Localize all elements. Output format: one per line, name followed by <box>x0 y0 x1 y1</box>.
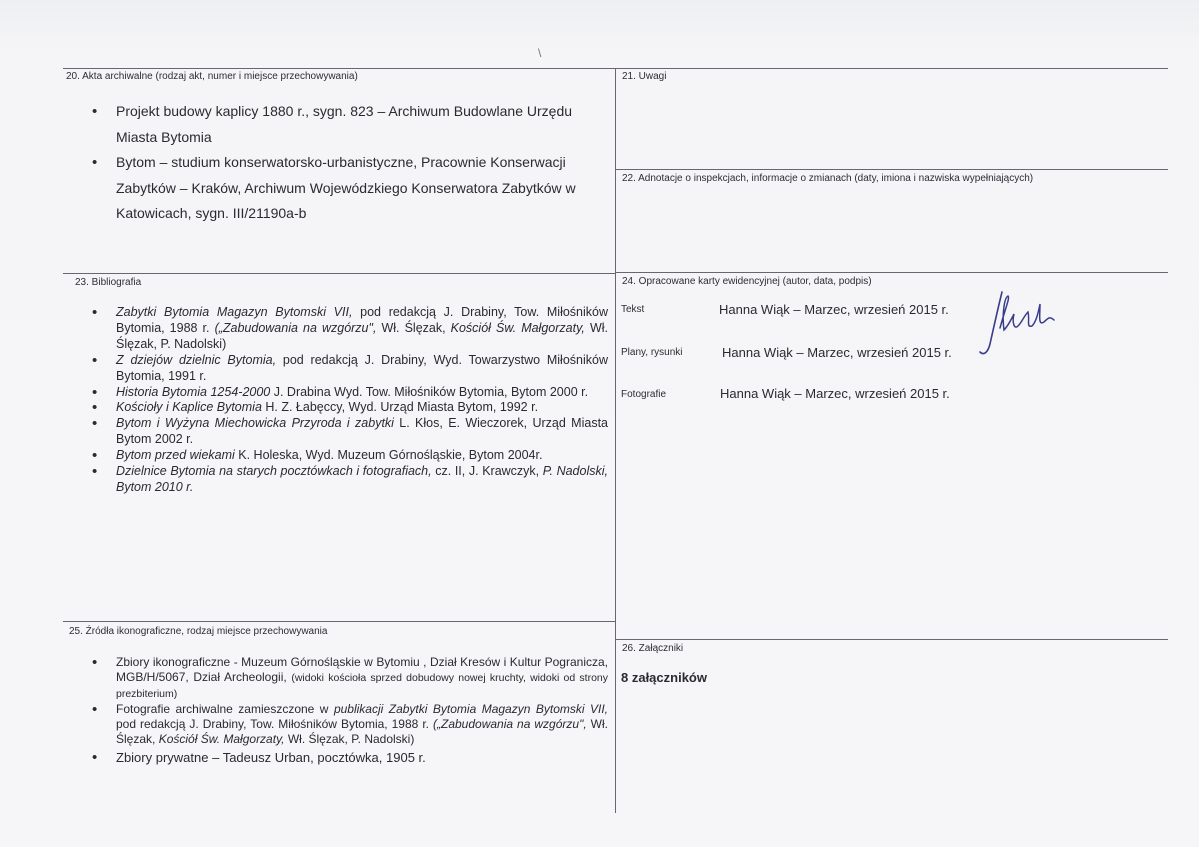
list-item <box>86 416 608 448</box>
rule-right-mid1 <box>615 272 1168 273</box>
row-value-plans: Hanna Wiąk – Marzec, wrzesień 2015 r. <box>722 345 952 360</box>
citation-title: Kościół Św. Małgorzaty, <box>158 732 285 746</box>
section-21-label: 21. Uwagi <box>622 71 667 82</box>
list-item <box>86 464 608 496</box>
column-divider <box>615 68 616 813</box>
section-25-label: 25. Źródła ikonograficzne, rodzaj miejsce przechowywania <box>69 626 328 637</box>
list-item <box>86 749 608 767</box>
bibliography-list <box>86 305 608 496</box>
citation-detail: pod redakcją J. Drabiny, Wyd. Towarzystwo Miłośników Bytomia, 1991 r. <box>116 352 608 383</box>
source-note: (widoki kościoła sprzed dobudowy nowej kruchty, widoki od strony prezbiterium) <box>116 672 608 700</box>
citation-detail: Wł. Ślęzak, P. Nadolski) <box>116 320 608 351</box>
scan-mark: \ <box>538 46 542 60</box>
citation-title: Dzielnice Bytomia na starych pocztówkach i fotografiach, <box>116 464 432 479</box>
citation-title: Bytom przed wiekami <box>116 448 235 463</box>
citation-detail: Wł. Ślęzak, <box>376 320 451 335</box>
citation-title: Z dziejów dzielnic Bytomia, <box>116 352 277 367</box>
citation-title: Zabytki Bytomia Magazyn Bytomski VII, <box>116 305 353 319</box>
citation-title: Historia Bytomia 1254-2000 <box>116 384 271 399</box>
section-20-list <box>86 99 596 227</box>
list-item <box>86 400 608 416</box>
citation-detail: J. Drabina Wyd. Tow. Miłośników Bytomia, Bytom 2000 r. <box>270 384 589 399</box>
row-label-text: Tekst <box>621 304 645 315</box>
source-text: pod redakcją J. Drabiny, Tow. Miłośników Bytomia, 1988 r. <box>116 717 433 731</box>
section-23-label: 23. Bibliografia <box>75 277 142 288</box>
citation-detail: pod redakcją J. Drabiny, Tow. Miłośników Bytomia, 1988 r. <box>116 305 609 335</box>
list-item: • Projekt budowy kaplicy 1880 r., sygn. 823 – Archiwum Budowlane Urzędu Miasta Bytomia <box>86 99 596 150</box>
section-24-label: 24. Opracowane karty ewidencyjnej (autor, data, podpis) <box>622 276 872 287</box>
source-text: Zbiory prywatne – Tadeusz Urban, pocztówka, 1905 r. <box>116 750 426 765</box>
list-item <box>86 353 608 385</box>
citation-title: P. Nadolski, Bytom 2010 r. <box>116 464 608 494</box>
citation-title: Kościoły i Kaplice Bytomia <box>116 400 262 415</box>
rule-left-mid2 <box>63 621 615 622</box>
source-text: Wł. Ślęzak, P. Nadolski) <box>284 732 415 746</box>
list-item <box>86 385 608 401</box>
source-text: Fotografie archiwalne zamieszczone w <box>116 702 334 716</box>
handwritten-signature <box>978 286 1058 362</box>
section-20-label: 20. Akta archiwalne (rodzaj akt, numer i miejsce przechowywania) <box>66 71 358 82</box>
section-22-label: 22. Adnotacje o inspekcjach, informacje o zmianach (daty, imiona i nazwiska wypełniających) <box>622 173 1034 184</box>
list-item <box>86 702 608 747</box>
citation-title: Bytom i Wyżyna Miechowicka Przyroda i zabytki <box>116 416 394 431</box>
rule-right-mid2 <box>615 639 1168 640</box>
row-label-plans: Plany, rysunki <box>621 347 683 358</box>
attachments-count: 8 załączników <box>621 670 707 685</box>
citation-detail: K. Holeska, Wyd. Muzeum Górnośląskie, Bytom 2004r. <box>234 448 543 463</box>
list-item <box>86 448 608 464</box>
list-item <box>86 305 608 353</box>
citation-title: Kościół Św. Małgorzaty, <box>450 320 585 335</box>
source-text: Wł. Ślęzak, <box>116 717 608 746</box>
row-value-text: Hanna Wiąk – Marzec, wrzesień 2015 r. <box>719 302 949 317</box>
citation-title: publikacji Zabytki Bytomia Magazyn Bytomski VII, <box>333 702 608 716</box>
citation-detail: H. Z. Łabęccy, Wyd. Urząd Miasta Bytom, 1992 r. <box>261 400 539 415</box>
iconographic-sources-list <box>86 655 608 767</box>
citation-detail: cz. II, J. Krawczyk, <box>431 464 543 479</box>
row-value-photos: Hanna Wiąk – Marzec, wrzesień 2015 r. <box>720 386 950 401</box>
list-item: • Bytom – studium konserwatorsko-urbanistyczne, Pracownie Konserwacji Zabytków – Kraków, Archiwum Wojewódzkiego Konserwatora Zabytków w Katowicach, sygn. III/21190a-b <box>86 150 596 227</box>
row-label-photos: Fotografie <box>621 389 667 400</box>
source-text: Zbiory ikonograficzne - Muzeum Górnośląskie w Bytomiu , Dział Kresów i Kultur Pogranicza, MGB/H/5067, Dział Archeologii, <box>116 655 608 684</box>
rule-left-mid1 <box>63 273 615 274</box>
citation-detail: L. Kłos, E. Wieczorek, Urząd Miasta Bytom 2002 r. <box>116 416 608 447</box>
citation-title: („Zabudowania na wzgórzu", <box>433 717 587 731</box>
rule-21-22 <box>615 169 1168 170</box>
section-26-label: 26. Załączniki <box>622 643 684 654</box>
citation-title: („Zabudowania na wzgórzu", <box>214 320 377 335</box>
list-item <box>86 655 608 702</box>
